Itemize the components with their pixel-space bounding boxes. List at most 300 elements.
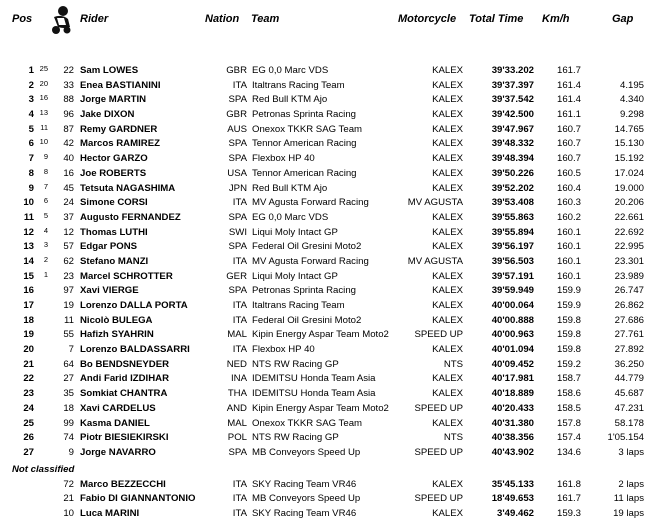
total-time-cell: 39'57.191 xyxy=(491,270,534,282)
gap-cell: 1'05.154 xyxy=(607,432,644,444)
team-cell: Liqui Moly Intact GP xyxy=(252,226,338,238)
nation-cell: ITA xyxy=(232,79,247,91)
table-row xyxy=(0,64,649,79)
rider-name-cell: Nicolò BULEGA xyxy=(80,314,153,326)
rider-number-cell: 33 xyxy=(63,79,74,91)
gap-cell: 44.779 xyxy=(614,373,644,385)
motorcycle-cell: KALEX xyxy=(432,94,463,106)
motorcycle-cell: KALEX xyxy=(432,388,463,400)
table-row xyxy=(0,372,649,387)
rider-number-cell: 18 xyxy=(63,402,74,414)
gap-cell: 22.661 xyxy=(614,211,644,223)
speed-cell: 160.3 xyxy=(556,197,581,209)
team-cell: IDEMITSU Honda Team Asia xyxy=(252,388,376,400)
rider-number-cell: 21 xyxy=(63,493,74,505)
motorcycle-cell: KALEX xyxy=(432,373,463,385)
position-cell: 13 xyxy=(23,241,34,253)
speed-cell: 160.1 xyxy=(556,255,581,267)
gap-cell: 22.692 xyxy=(614,226,644,238)
speed-cell: 161.7 xyxy=(556,65,581,76)
speed-cell: 158.5 xyxy=(556,402,581,414)
rider-name-cell: Marcos RAMIREZ xyxy=(80,138,160,150)
gap-cell: 27.892 xyxy=(614,344,644,356)
rider-name-cell: Tetsuta NAGASHIMA xyxy=(80,182,176,194)
rider-name-cell: Thomas LUTHI xyxy=(80,226,148,238)
total-time-cell: 40'17.981 xyxy=(491,373,534,385)
rider-number-cell: 10 xyxy=(63,507,74,519)
position-cell: 27 xyxy=(23,446,34,458)
gap-cell: 3 laps xyxy=(618,446,644,458)
nation-cell: GBR xyxy=(226,65,247,76)
speed-cell: 161.8 xyxy=(556,478,581,490)
motorcycle-cell: KALEX xyxy=(432,478,463,490)
total-time-cell: 40'18.889 xyxy=(491,388,534,400)
table-row xyxy=(0,284,649,299)
rider-number-cell: 99 xyxy=(63,417,74,429)
total-time-cell: 40'43.902 xyxy=(491,446,534,458)
speed-cell: 158.6 xyxy=(556,388,581,400)
nation-cell: ITA xyxy=(232,478,247,490)
rider-number-cell: 42 xyxy=(63,138,74,150)
position-cell: 23 xyxy=(23,388,34,400)
speed-cell: 159.8 xyxy=(556,329,581,341)
table-row xyxy=(0,314,649,329)
motorcycle-cell: KALEX xyxy=(432,79,463,91)
motorcycle-cell: NTS xyxy=(443,358,463,370)
table-row xyxy=(0,211,649,226)
table-row xyxy=(0,137,649,152)
speed-cell: 160.4 xyxy=(556,182,581,194)
table-row xyxy=(0,328,649,343)
nation-cell: GER xyxy=(226,270,247,282)
nation-cell: ITA xyxy=(232,314,247,326)
rider-number-cell: 19 xyxy=(63,300,74,311)
total-time-cell: 39'52.202 xyxy=(491,182,534,194)
position-cell: 26 xyxy=(23,432,34,444)
nation-cell: SPA xyxy=(228,446,247,458)
gap-cell: 22.995 xyxy=(614,241,644,253)
table-row xyxy=(0,255,649,270)
team-cell: MV Agusta Forward Racing xyxy=(252,197,369,209)
points-cell: 4 xyxy=(43,225,48,235)
table-row xyxy=(0,196,649,211)
speed-cell: 159.8 xyxy=(556,314,581,326)
rider-number-cell: 62 xyxy=(63,255,74,267)
rider-number-cell: 9 xyxy=(68,446,74,458)
speed-cell: 160.1 xyxy=(556,241,581,253)
results-header xyxy=(0,0,649,40)
gap-cell: 23.301 xyxy=(614,255,644,267)
rider-name-cell: Jorge MARTIN xyxy=(80,94,147,106)
total-time-cell: 40'09.452 xyxy=(491,358,534,370)
nation-cell: NED xyxy=(226,358,247,370)
motorcycle-cell: KALEX xyxy=(432,211,463,223)
nation-cell: AUS xyxy=(227,123,247,135)
speed-cell: 161.4 xyxy=(556,79,581,91)
speed-cell: 161.7 xyxy=(556,493,581,505)
table-row xyxy=(0,167,649,182)
motorcycle-cell: KALEX xyxy=(432,167,463,179)
speed-cell: 160.5 xyxy=(556,167,581,179)
position-cell: 7 xyxy=(28,153,34,165)
team-cell: Flexbox HP 40 xyxy=(252,344,315,356)
rider-number-cell: 27 xyxy=(63,373,74,385)
rider-name-cell: Marcel SCHROTTER xyxy=(80,270,173,282)
team-cell: Kipin Energy Aspar Team Moto2 xyxy=(252,402,389,414)
rider-name-cell: Piotr BIESIEKIRSKI xyxy=(80,432,169,444)
table-row xyxy=(0,358,649,373)
nation-cell: ITA xyxy=(232,344,247,356)
speed-cell: 159.3 xyxy=(556,507,581,519)
position-cell: 20 xyxy=(23,344,34,356)
rider-number-cell: 72 xyxy=(63,478,74,490)
nation-cell: SPA xyxy=(228,94,247,106)
points-cell: 9 xyxy=(43,152,48,162)
team-cell: Liqui Moly Intact GP xyxy=(252,270,338,282)
motorcycle-cell: KALEX xyxy=(432,65,463,76)
header-motorcycle: Motorcycle xyxy=(398,13,457,25)
rider-number-cell: 7 xyxy=(68,344,74,356)
nation-cell: SPA xyxy=(228,285,247,297)
gap-cell: 19.000 xyxy=(614,182,644,194)
rider-name-cell: Stefano MANZI xyxy=(80,255,149,267)
speed-cell: 161.4 xyxy=(556,94,581,106)
speed-cell: 160.7 xyxy=(556,153,581,165)
motorcycle-cell: MV AGUSTA xyxy=(407,197,463,209)
position-cell: 18 xyxy=(23,314,34,326)
points-cell: 25 xyxy=(39,64,48,73)
position-cell: 1 xyxy=(28,65,34,76)
motorcycle-cell: SPEED UP xyxy=(414,329,463,341)
speed-cell: 160.1 xyxy=(556,270,581,282)
position-cell: 8 xyxy=(28,167,34,179)
speed-cell: 159.8 xyxy=(556,344,581,356)
total-time-cell: 39'37.397 xyxy=(491,79,534,91)
total-time-cell: 39'48.394 xyxy=(491,153,534,165)
not-classified-heading: Not classified xyxy=(12,463,75,475)
rider-name-cell: Jorge NAVARRO xyxy=(80,446,156,458)
nation-cell: GBR xyxy=(226,109,247,121)
team-cell: Italtrans Racing Team xyxy=(252,300,345,311)
motorcycle-cell: KALEX xyxy=(432,241,463,253)
header-nation: Nation xyxy=(205,13,240,25)
table-row xyxy=(0,182,649,197)
rider-number-cell: 11 xyxy=(64,314,74,326)
rider-number-cell: 74 xyxy=(63,432,74,444)
team-cell: Tennor American Racing xyxy=(252,138,357,150)
motorcycle-cell: KALEX xyxy=(432,344,463,356)
rider-name-cell: Andi Farid IZDIHAR xyxy=(80,373,170,385)
nation-cell: INA xyxy=(231,373,247,385)
position-cell: 16 xyxy=(23,285,34,297)
nation-cell: SPA xyxy=(228,241,247,253)
points-cell: 6 xyxy=(43,196,48,206)
total-time-cell: 40'01.094 xyxy=(491,344,534,356)
total-time-cell: 3'49.462 xyxy=(497,507,534,519)
gap-cell: 15.192 xyxy=(614,153,644,165)
total-time-cell: 40'38.356 xyxy=(491,432,534,444)
position-cell: 3 xyxy=(28,94,34,106)
speed-cell: 160.1 xyxy=(556,226,581,238)
motorcycle-cell: SPEED UP xyxy=(414,493,463,505)
team-cell: MB Conveyors Speed Up xyxy=(252,446,361,458)
position-cell: 24 xyxy=(23,402,34,414)
total-time-cell: 40'00.888 xyxy=(491,314,534,326)
header-team: Team xyxy=(251,13,280,25)
team-cell: MV Agusta Forward Racing xyxy=(252,255,369,267)
team-cell: MB Conveyors Speed Up xyxy=(252,493,361,505)
table-row xyxy=(0,79,649,94)
gap-cell: 36.250 xyxy=(614,358,644,370)
position-cell: 25 xyxy=(23,417,34,429)
motorcycle-cell: KALEX xyxy=(432,270,463,282)
rider-number-cell: 87 xyxy=(63,123,74,135)
points-cell: 10 xyxy=(39,137,48,147)
nation-cell: MAL xyxy=(227,417,247,429)
table-row xyxy=(0,226,649,241)
nation-cell: USA xyxy=(227,167,247,179)
header-gap: Gap xyxy=(612,13,634,25)
rider-number-cell: 37 xyxy=(63,211,74,223)
total-time-cell: 39'50.226 xyxy=(491,167,534,179)
position-cell: 12 xyxy=(23,226,34,238)
rider-number-cell: 12 xyxy=(63,226,74,238)
rider-name-cell: Fabio DI GIANNANTONIO xyxy=(80,493,196,505)
table-row xyxy=(0,299,649,314)
position-cell: 9 xyxy=(28,182,34,194)
speed-cell: 161.1 xyxy=(556,109,581,121)
total-time-cell: 39'55.863 xyxy=(491,211,534,223)
rider-number-cell: 64 xyxy=(63,358,74,370)
motorcycle-cell: MV AGUSTA xyxy=(407,255,463,267)
motorcycle-cell: NTS xyxy=(443,432,463,444)
total-time-cell: 18'49.653 xyxy=(491,493,534,505)
total-time-cell: 39'37.542 xyxy=(491,94,534,106)
rider-name-cell: Xavi CARDELUS xyxy=(80,402,156,414)
speed-cell: 159.9 xyxy=(556,300,581,311)
total-time-cell: 39'55.894 xyxy=(491,226,534,238)
nation-cell: POL xyxy=(227,432,247,444)
total-time-cell: 39'47.967 xyxy=(491,123,534,135)
gap-cell: 14.765 xyxy=(614,123,644,135)
gap-cell: 23.989 xyxy=(614,270,644,282)
gap-cell: 19 laps xyxy=(613,507,644,519)
team-cell: Federal Oil Gresini Moto2 xyxy=(252,241,362,253)
nation-cell: MAL xyxy=(227,329,247,341)
motorcycle-cell: SPEED UP xyxy=(414,402,463,414)
header-kmh: Km/h xyxy=(542,13,570,25)
points-cell: 20 xyxy=(39,78,48,88)
table-row xyxy=(0,507,649,522)
gap-cell: 4.195 xyxy=(619,79,644,91)
speed-cell: 157.8 xyxy=(556,417,581,429)
total-time-cell: 39'56.503 xyxy=(491,255,534,267)
header-total-time: Total Time xyxy=(469,13,524,25)
team-cell: IDEMITSU Honda Team Asia xyxy=(252,373,376,385)
rider-name-cell: Somkiat CHANTRA xyxy=(80,388,168,400)
table-row xyxy=(0,492,649,507)
position-cell: 10 xyxy=(23,197,34,209)
team-cell: Italtrans Racing Team xyxy=(252,79,345,91)
team-cell: Red Bull KTM Ajo xyxy=(252,94,328,106)
motorcycle-cell: KALEX xyxy=(432,123,463,135)
speed-cell: 158.7 xyxy=(556,373,581,385)
speed-cell: 160.7 xyxy=(556,123,581,135)
rider-number-cell: 16 xyxy=(63,167,74,179)
rider-name-cell: Lorenzo BALDASSARRI xyxy=(80,344,190,356)
rider-number-cell: 55 xyxy=(63,329,74,341)
table-row xyxy=(0,240,649,255)
team-cell: Tennor American Racing xyxy=(252,167,357,179)
position-cell: 14 xyxy=(23,255,34,267)
team-cell: Petronas Sprinta Racing xyxy=(252,285,356,297)
team-cell: Kipin Energy Aspar Team Moto2 xyxy=(252,329,389,341)
team-cell: EG 0,0 Marc VDS xyxy=(252,211,329,223)
rider-name-cell: Kasma DANIEL xyxy=(80,417,150,429)
rider-name-cell: Augusto FERNANDEZ xyxy=(80,211,181,223)
nation-cell: ITA xyxy=(232,300,247,311)
position-cell: 19 xyxy=(23,329,34,341)
gap-cell: 26.747 xyxy=(614,285,644,297)
table-row xyxy=(0,446,649,461)
team-cell: SKY Racing Team VR46 xyxy=(252,507,357,519)
rider-name-cell: Luca MARINI xyxy=(80,507,140,519)
points-cell: 11 xyxy=(40,122,48,132)
motorcycle-cell: KALEX xyxy=(432,300,463,311)
rider-name-cell: Hector GARZO xyxy=(80,153,148,165)
team-cell: Onexox TKKR SAG Team xyxy=(252,417,363,429)
gap-cell: 45.687 xyxy=(614,388,644,400)
motorcycle-rider-icon xyxy=(48,5,72,35)
table-row xyxy=(0,123,649,138)
team-cell: Petronas Sprinta Racing xyxy=(252,109,356,121)
rider-name-cell: Remy GARDNER xyxy=(80,123,158,135)
gap-cell: 27.761 xyxy=(614,329,644,341)
results-table xyxy=(0,64,649,522)
total-time-cell: 39'48.332 xyxy=(491,138,534,150)
table-row xyxy=(0,93,649,108)
header-pos: Pos xyxy=(12,13,33,25)
points-cell: 13 xyxy=(39,108,48,118)
speed-cell: 134.6 xyxy=(556,446,581,458)
motorcycle-cell: KALEX xyxy=(432,314,463,326)
team-cell: Red Bull KTM Ajo xyxy=(252,182,328,194)
team-cell: EG 0,0 Marc VDS xyxy=(252,65,329,76)
table-row xyxy=(0,108,649,123)
rider-name-cell: Enea BASTIANINI xyxy=(80,79,161,91)
gap-cell: 4.340 xyxy=(619,94,644,106)
table-row xyxy=(0,431,649,446)
motorcycle-cell: KALEX xyxy=(432,226,463,238)
nation-cell: JPN xyxy=(228,182,247,194)
total-time-cell: 35'45.133 xyxy=(491,478,534,490)
rider-name-cell: Sam LOWES xyxy=(80,65,139,76)
nation-cell: AND xyxy=(226,402,247,414)
table-row xyxy=(0,270,649,285)
rider-number-cell: 45 xyxy=(63,182,74,194)
total-time-cell: 39'59.949 xyxy=(491,285,534,297)
points-cell: 16 xyxy=(39,93,48,103)
speed-cell: 159.2 xyxy=(556,358,581,370)
total-time-cell: 39'33.202 xyxy=(491,65,534,76)
table-row xyxy=(0,343,649,358)
gap-cell: 9.298 xyxy=(619,109,644,121)
points-cell: 1 xyxy=(43,269,48,279)
gap-cell: 27.686 xyxy=(614,314,644,326)
nation-cell: SWI xyxy=(228,226,247,238)
nation-cell: ITA xyxy=(232,197,247,209)
team-cell: Onexox TKKR SAG Team xyxy=(252,123,363,135)
gap-cell: 26.862 xyxy=(614,300,644,311)
gap-cell: 2 laps xyxy=(618,478,644,490)
total-time-cell: 40'31.380 xyxy=(491,417,534,429)
team-cell: Federal Oil Gresini Moto2 xyxy=(252,314,362,326)
nation-cell: ITA xyxy=(232,507,247,519)
position-cell: 22 xyxy=(23,373,34,385)
rider-name-cell: Jake DIXON xyxy=(80,109,135,121)
gap-cell: 47.231 xyxy=(614,402,644,414)
speed-cell: 160.2 xyxy=(556,211,581,223)
position-cell: 15 xyxy=(23,270,34,282)
rider-name-cell: Marco BEZZECCHI xyxy=(80,478,166,490)
gap-cell: 11 laps xyxy=(613,493,644,505)
total-time-cell: 39'56.197 xyxy=(491,241,534,253)
speed-cell: 159.9 xyxy=(556,285,581,297)
position-cell: 17 xyxy=(23,300,34,311)
points-cell: 3 xyxy=(43,240,48,250)
team-cell: NTS RW Racing GP xyxy=(252,358,339,370)
rider-number-cell: 24 xyxy=(63,197,74,209)
rider-name-cell: Edgar PONS xyxy=(80,241,138,253)
nation-cell: THA xyxy=(227,388,247,400)
motorcycle-cell: KALEX xyxy=(432,417,463,429)
total-time-cell: 39'53.408 xyxy=(491,197,534,209)
points-cell: 2 xyxy=(43,254,48,264)
rider-name-cell: Xavi VIERGE xyxy=(80,285,139,297)
position-cell: 21 xyxy=(23,358,34,370)
rider-name-cell: Joe ROBERTS xyxy=(80,167,147,179)
table-row xyxy=(0,402,649,417)
rider-number-cell: 97 xyxy=(63,285,74,297)
table-row xyxy=(0,387,649,402)
points-cell: 8 xyxy=(43,166,48,176)
gap-cell: 20.206 xyxy=(614,197,644,209)
rider-name-cell: Bo BENDSNEYDER xyxy=(80,358,170,370)
nation-cell: SPA xyxy=(228,138,247,150)
rider-number-cell: 57 xyxy=(63,241,74,253)
team-cell: Flexbox HP 40 xyxy=(252,153,315,165)
rider-number-cell: 40 xyxy=(63,153,74,165)
gap-cell: 58.178 xyxy=(614,417,644,429)
position-cell: 11 xyxy=(23,211,34,223)
rider-name-cell: Simone CORSI xyxy=(80,197,148,209)
nation-cell: SPA xyxy=(228,211,247,223)
position-cell: 4 xyxy=(28,109,34,121)
speed-cell: 160.7 xyxy=(556,138,581,150)
motorcycle-cell: KALEX xyxy=(432,138,463,150)
motorcycle-cell: KALEX xyxy=(432,153,463,165)
rider-name-cell: Lorenzo DALLA PORTA xyxy=(80,300,188,311)
rider-number-cell: 23 xyxy=(63,270,74,282)
table-row xyxy=(0,478,649,493)
total-time-cell: 40'00.963 xyxy=(491,329,534,341)
nation-cell: ITA xyxy=(232,255,247,267)
position-cell: 2 xyxy=(28,79,34,91)
table-row xyxy=(0,152,649,167)
rider-name-cell: Hafizh SYAHRIN xyxy=(80,329,154,341)
total-time-cell: 40'00.064 xyxy=(491,300,534,311)
gap-cell: 17.024 xyxy=(614,167,644,179)
